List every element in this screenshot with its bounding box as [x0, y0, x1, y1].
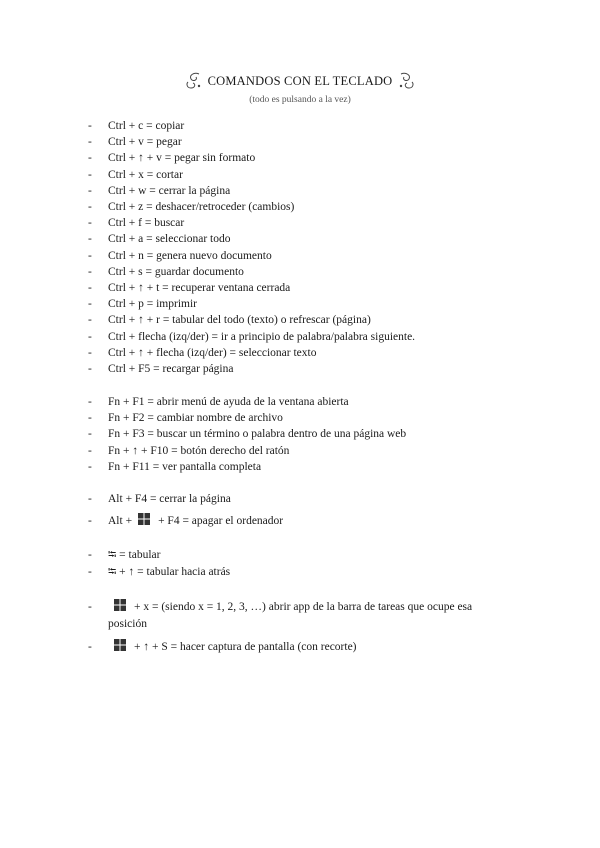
list-item — [88, 167, 528, 183]
list-item-text — [108, 599, 528, 633]
list-dash: - — [88, 641, 92, 653]
list-dash: - — [88, 346, 92, 359]
list-item — [88, 394, 528, 410]
tab-key-icon: ⭾ — [108, 565, 117, 579]
list-item — [88, 426, 528, 442]
list-item — [88, 231, 528, 247]
page-subtitle: (todo es pulsando a la vez) — [249, 95, 351, 105]
list-item-text: Ctrl + v = pegar — [108, 136, 182, 149]
list-dash: - — [88, 493, 92, 505]
list-dash: - — [88, 515, 92, 528]
list-item-text — [108, 564, 528, 580]
list-item-text: Ctrl + ↑ + t = recuperar ventana cerrada — [108, 282, 291, 295]
list-item — [88, 410, 528, 426]
list-item — [88, 134, 528, 150]
list-dash: - — [88, 217, 92, 230]
list-item — [88, 264, 528, 280]
list-dash: - — [88, 601, 92, 613]
list-item-text: Fn + F1 = abrir menú de ayuda de la ventana abierta — [108, 396, 349, 408]
list-dash: - — [88, 168, 92, 181]
list-item — [88, 248, 528, 264]
list-item-text: Ctrl + c = copiar — [108, 120, 185, 132]
list-item — [88, 118, 528, 134]
win-shift-s-text: + ↑ + S = hacer captura de pantalla (con recorte) — [134, 641, 357, 653]
list-dash: - — [88, 460, 92, 473]
list-item — [88, 491, 528, 507]
list-item — [88, 345, 528, 361]
windows-logo-icon — [114, 639, 126, 651]
list-item — [88, 547, 528, 563]
list-dash: - — [88, 298, 92, 311]
list-item-text: Fn + F3 = buscar un término o palabra dentro de una página web — [108, 428, 407, 441]
list-item-text — [108, 639, 528, 655]
list-item — [88, 329, 528, 345]
list-dash: - — [88, 233, 92, 246]
win-section — [88, 599, 528, 655]
list-item-text: Ctrl + ↑ + flecha (izq/der) = seleccionar texto — [108, 346, 317, 359]
tab-section — [88, 547, 528, 580]
list-item-text: Ctrl + n = genera nuevo documento — [108, 249, 272, 262]
win-x-text: + x = (siendo x = 1, 2, 3, …) abrir app de la barra de tareas que ocupe esa — [134, 601, 473, 613]
list-item — [88, 443, 528, 459]
list-item-text: Ctrl + w = cerrar la página — [108, 184, 231, 197]
list-dash: - — [88, 412, 92, 425]
list-item — [88, 183, 528, 199]
tab-text: = tabular — [119, 549, 161, 561]
windows-logo-icon — [114, 599, 126, 611]
alt-win-suffix-text: + F4 = apagar el ordenador — [158, 515, 284, 528]
alt-prefix-text: Alt + — [108, 515, 133, 528]
list-dash: - — [88, 330, 92, 343]
list-item — [88, 459, 528, 475]
list-item-text: Ctrl + f = buscar — [108, 217, 185, 230]
list-item — [88, 639, 528, 655]
list-item-text: Ctrl + a = seleccionar todo — [108, 233, 231, 246]
list-item — [88, 599, 528, 633]
list-item — [88, 296, 528, 312]
ctrl-section — [88, 118, 528, 377]
list-item — [88, 280, 528, 296]
list-dash: - — [88, 396, 92, 408]
list-dash: - — [88, 120, 92, 132]
list-dash: - — [88, 314, 92, 327]
list-item — [88, 564, 528, 580]
list-dash: - — [88, 152, 92, 165]
list-item-text: Ctrl + x = cortar — [108, 168, 183, 181]
list-dash: - — [88, 265, 92, 278]
list-item-text: Ctrl + F5 = recargar página — [108, 363, 234, 376]
list-dash: - — [88, 249, 92, 262]
list-item-text: Fn + F11 = ver pantalla completa — [108, 460, 262, 473]
ornament-right-icon — [398, 70, 416, 92]
title-row — [0, 70, 600, 92]
list-item-text: Ctrl + ↑ + v = pegar sin formato — [108, 152, 256, 165]
win-x-cont-text: posición — [108, 618, 147, 630]
list-item-text: Fn + ↑ + F10 = botón derecho del ratón — [108, 444, 290, 457]
list-dash: - — [88, 184, 92, 197]
list-item-text: Ctrl + p = imprimir — [108, 298, 197, 311]
list-dash: - — [88, 282, 92, 295]
fn-section — [88, 394, 528, 475]
list-item — [88, 361, 528, 377]
list-item-text: Ctrl + s = guardar documento — [108, 265, 244, 278]
list-item-text: Ctrl + z = deshacer/retroceder (cambios) — [108, 201, 295, 214]
page-title: COMANDOS CON EL TECLADO — [207, 73, 393, 88]
list-item-text — [108, 513, 528, 529]
list-item — [88, 199, 528, 215]
document-header — [0, 70, 600, 105]
list-dash: - — [88, 428, 92, 441]
list-item — [88, 150, 528, 166]
alt-section — [88, 491, 528, 529]
tab-shift-text: + ↑ = tabular hacia atrás — [119, 566, 231, 579]
list-item-text — [108, 547, 528, 563]
list-item-text: Alt + F4 = cerrar la página — [108, 493, 231, 505]
list-dash: - — [88, 566, 92, 579]
list-dash: - — [88, 444, 92, 457]
list-dash: - — [88, 363, 92, 376]
list-item — [88, 513, 528, 529]
ornament-left-icon — [184, 70, 202, 92]
list-dash: - — [88, 136, 92, 149]
list-item-text: Ctrl + flecha (izq/der) = ir a principio de palabra/palabra siguiente. — [108, 330, 416, 343]
windows-logo-icon — [138, 513, 150, 525]
list-item-text: Ctrl + ↑ + r = tabular del todo (texto) o refrescar (página) — [108, 314, 371, 327]
list-item — [88, 312, 528, 328]
list-dash: - — [88, 201, 92, 214]
list-dash: - — [88, 549, 92, 561]
list-item — [88, 215, 528, 231]
tab-key-icon: ⭾ — [108, 548, 117, 561]
list-item-text: Fn + F2 = cambiar nombre de archivo — [108, 412, 283, 425]
